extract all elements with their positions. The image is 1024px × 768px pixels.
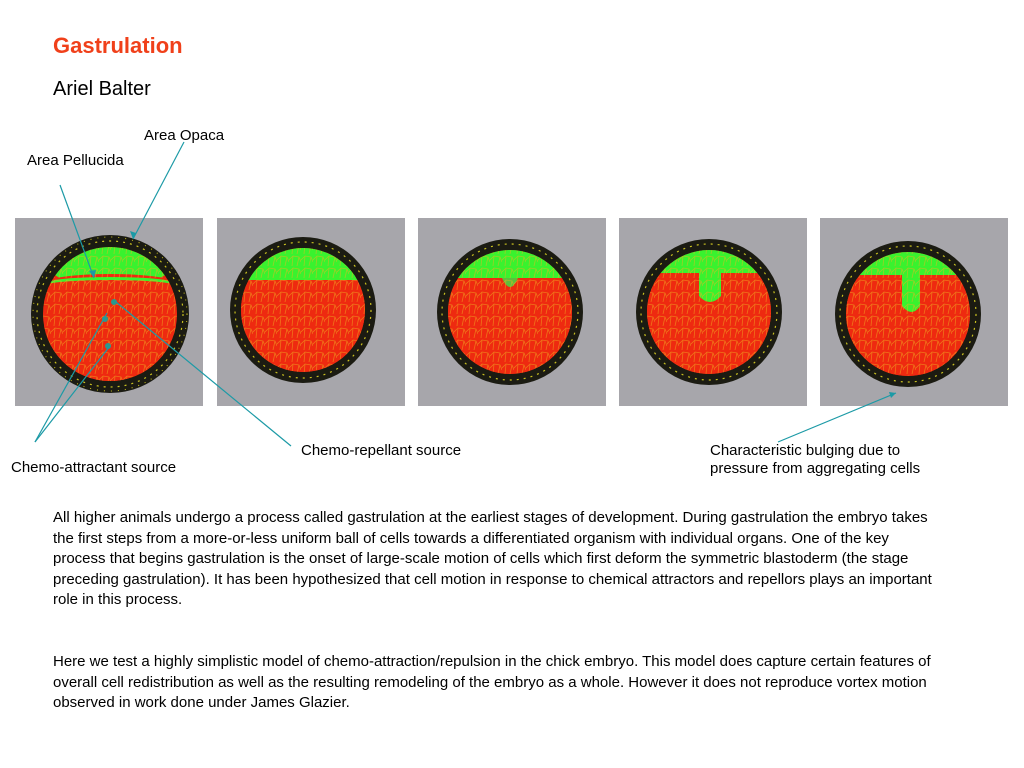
embryo-image-3 bbox=[418, 218, 606, 406]
embryo-image-5 bbox=[820, 218, 1008, 406]
embryo-image-2 bbox=[217, 218, 405, 406]
paragraph-intro: All higher animals undergo a process called gastrulation at the earliest stages of development. During gastrulation the embryo takes the first steps from a more-or-less uniform ball of cells towards a differentiated organism with individual organs. One of the key process that begins gastrulation is the onset of large-scale motion of cells which first deform the symmetric blastoderm (the stage preceding gastrulation). It has been hypothesized that cell motion in response to chemical attractors and repellors plays an important role in this process. bbox=[53, 509, 932, 608]
embryo-image-4 bbox=[619, 218, 807, 406]
label-chemo-attractant: Chemo-attractant source bbox=[11, 459, 177, 476]
simulation-panel-3 bbox=[418, 218, 606, 406]
paragraph-model: Here we test a highly simplistic model of chemo-attraction/repulsion in the chick embryo. This model does capture certain features of overall cell redistribution as well as the resulting remodeling of the embryo as a whole. However it does not reproduce vortex motion observed in work done under James Glazier. bbox=[53, 653, 931, 711]
label-bulging-line1: Characteristic bulging due to bbox=[710, 442, 901, 459]
label-bulging-line2: pressure from aggregating cells bbox=[710, 460, 921, 477]
simulation-panel-1 bbox=[15, 218, 203, 406]
simulation-panel-5 bbox=[820, 218, 1008, 406]
page-title: Gastrulation bbox=[53, 33, 183, 58]
label-bulging bbox=[710, 442, 920, 478]
embryo-image-1 bbox=[15, 218, 203, 406]
label-area-opaca: Area Opaca bbox=[144, 127, 225, 144]
author-name: Ariel Balter bbox=[53, 78, 151, 100]
simulation-panel-2 bbox=[217, 218, 405, 406]
simulation-panel-4 bbox=[619, 218, 807, 406]
label-chemo-repellant: Chemo-repellant source bbox=[301, 442, 462, 459]
label-area-pellucida: Area Pellucida bbox=[27, 152, 124, 169]
